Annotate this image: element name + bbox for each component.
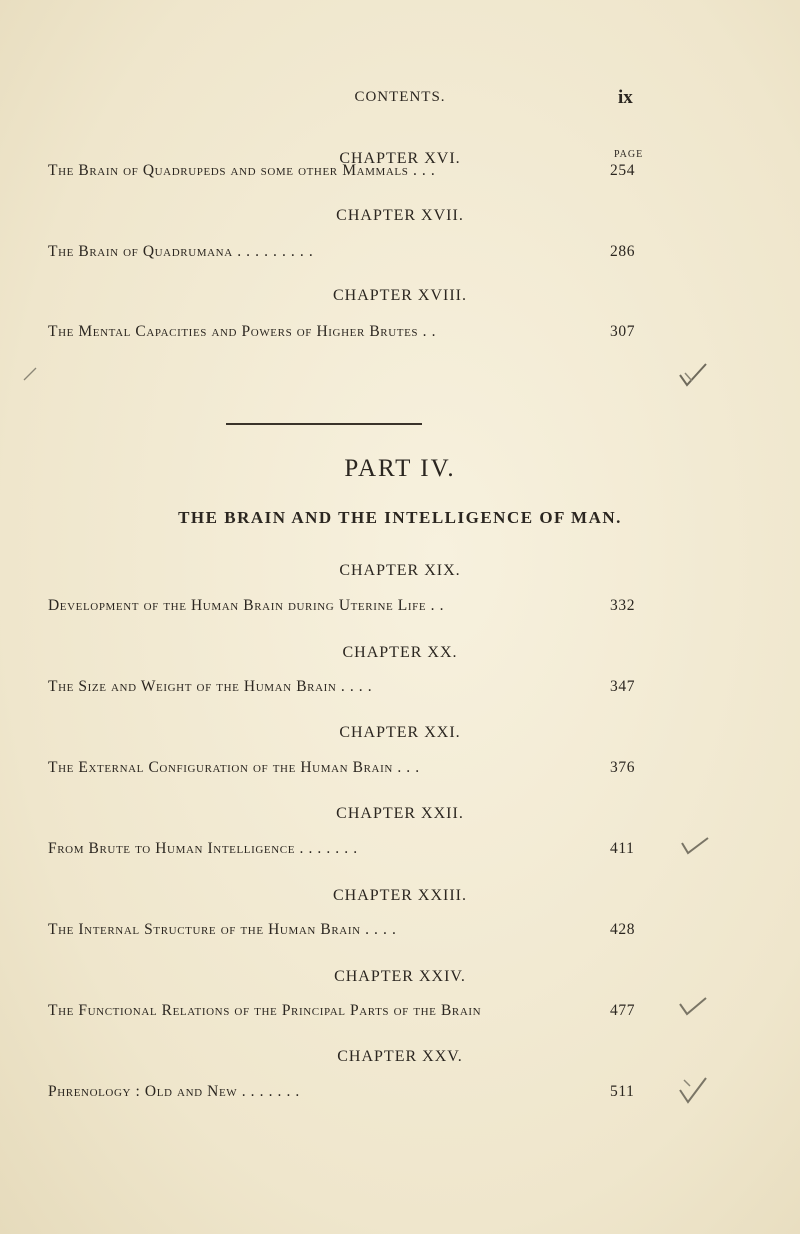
toc-entry-page: 307: [610, 323, 636, 340]
chapter-heading: CHAPTER XX.: [342, 644, 458, 661]
toc-entry-title: The External Configuration of the Human Brain . . .: [48, 759, 420, 776]
toc-entry-title: The Brain of Quadrupeds and some other Mammals . . .: [48, 162, 436, 179]
toc-entry[interactable]: [48, 1083, 654, 1105]
toc-entry-page: 376: [610, 759, 636, 776]
page-number: ix: [618, 87, 633, 108]
toc-entry[interactable]: [48, 840, 654, 862]
chapter-heading: CHAPTER XXV.: [337, 1048, 463, 1065]
pencil-stroke-icon: [22, 364, 40, 382]
toc-entry[interactable]: [48, 921, 654, 943]
chapter-heading: CHAPTER XXIV.: [334, 968, 466, 985]
pencil-check-mark-icon: [676, 994, 712, 1020]
section-divider-rule: [226, 423, 422, 425]
chapter-heading: CHAPTER XXII.: [336, 805, 464, 822]
toc-entry[interactable]: [48, 597, 654, 619]
chapter-heading: CHAPTER XXI.: [339, 724, 461, 741]
toc-entry-page: 347: [610, 678, 636, 695]
toc-entry-title: Phrenology : Old and New . . . . . . .: [48, 1083, 300, 1100]
toc-entry[interactable]: [48, 243, 654, 265]
toc-entry-title: The Functional Relations of the Principal Parts of the Brain: [48, 1002, 482, 1019]
running-head-title: CONTENTS.: [354, 89, 446, 105]
running-head: [0, 89, 800, 113]
chapter-heading: CHAPTER XVI.: [339, 150, 461, 167]
page-column-label: PAGE: [614, 149, 644, 160]
toc-entry-page: 286: [610, 243, 636, 260]
toc-entry[interactable]: [48, 759, 654, 781]
toc-entry-title: The Size and Weight of the Human Brain . . . .: [48, 678, 373, 695]
chapter-heading: CHAPTER XIX.: [339, 562, 461, 579]
chapter-heading: CHAPTER XXIII.: [333, 887, 467, 904]
toc-entry-page: 428: [610, 921, 636, 938]
toc-entry-page: 332: [610, 597, 636, 614]
toc-entry-title: Development of the Human Brain during Uterine Life . .: [48, 597, 445, 614]
toc-entry-page: 511: [610, 1083, 635, 1100]
chapter-heading: CHAPTER XVII.: [336, 207, 464, 224]
toc-entry-page: 254: [610, 162, 636, 179]
part-title: PART IV.: [344, 455, 456, 482]
toc-entry-page: 411: [610, 840, 635, 857]
chapter-heading: CHAPTER XVIII.: [333, 287, 467, 304]
toc-entry[interactable]: [48, 678, 654, 700]
pencil-check-mark-icon: [676, 361, 712, 391]
toc-entry-page: 477: [610, 1002, 636, 1019]
toc-entry[interactable]: [48, 323, 654, 345]
toc-entry[interactable]: [48, 1002, 668, 1024]
toc-entry[interactable]: [48, 162, 654, 184]
pencil-check-mark-icon: [676, 1072, 712, 1108]
toc-entry-title: From Brute to Human Intelligence . . . . . . .: [48, 840, 358, 857]
toc-entry-title: The Mental Capacities and Powers of Higher Brutes . .: [48, 323, 437, 340]
toc-entry-title: The Internal Structure of the Human Brain . . . .: [48, 921, 397, 938]
part-subtitle: THE BRAIN AND THE INTELLIGENCE OF MAN.: [178, 508, 622, 527]
toc-entry-title: The Brain of Quadrumana . . . . . . . . .: [48, 243, 314, 260]
pencil-check-mark-icon: [678, 834, 714, 858]
